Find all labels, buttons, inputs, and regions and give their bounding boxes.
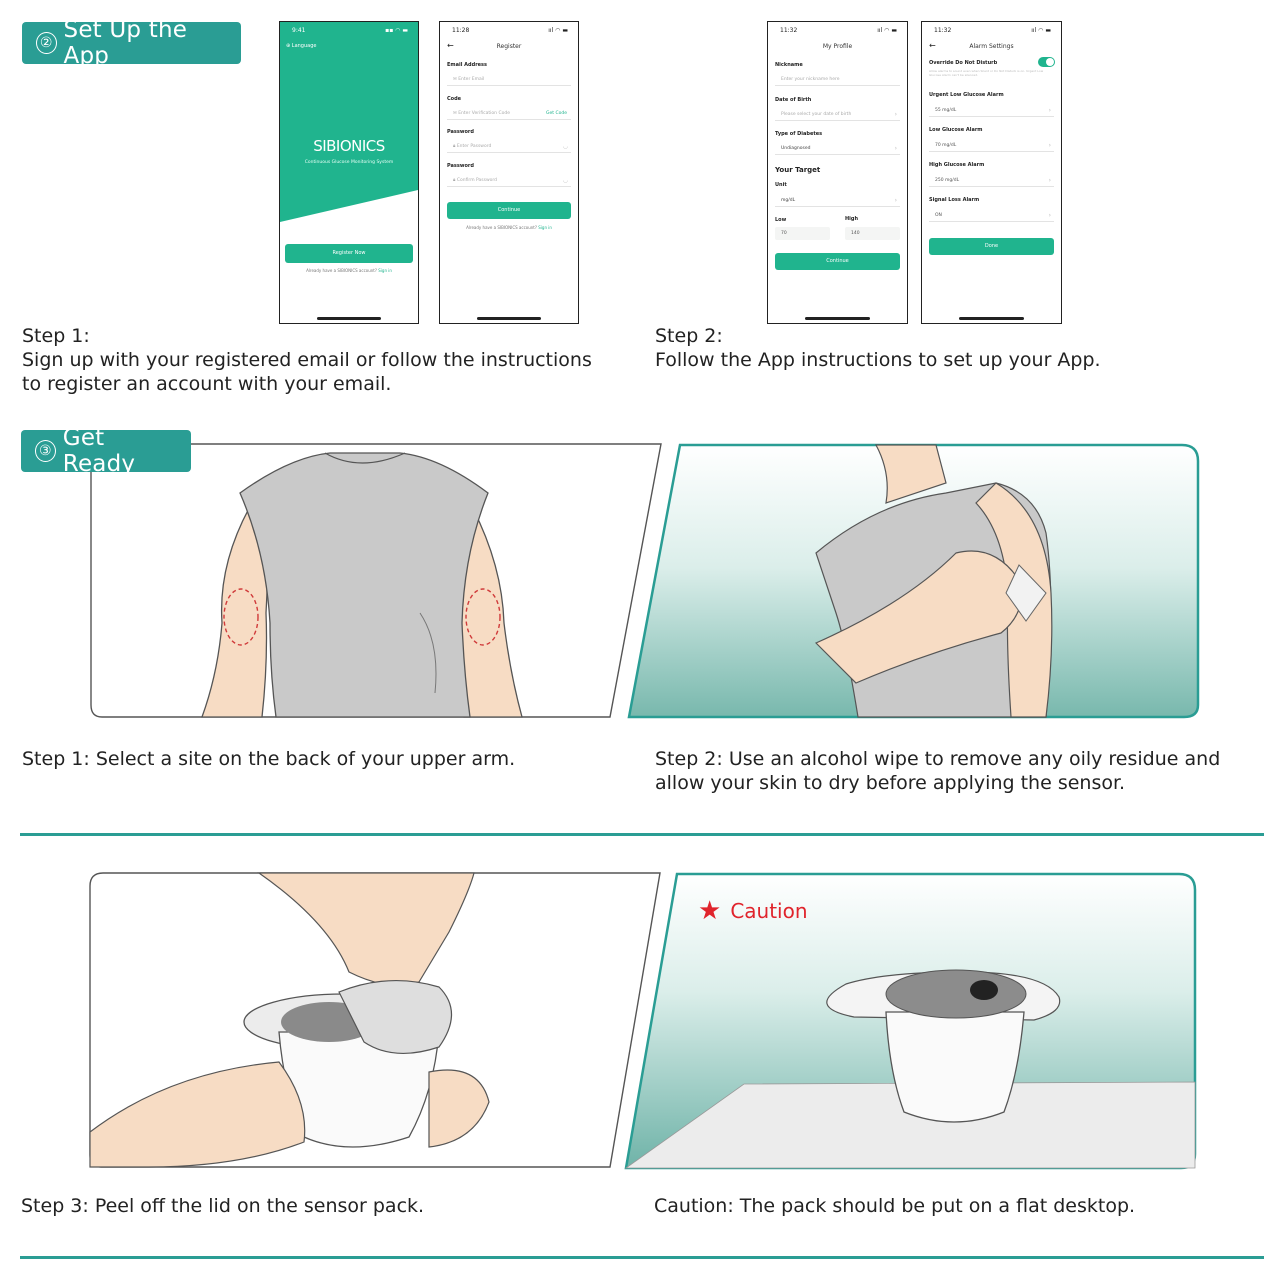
section-number: ② [36,32,57,54]
get-code-button[interactable]: Get Code [546,111,567,116]
getready-step3-text: Step 3: Peel off the lid on the sensor pack. [21,1195,425,1217]
high-glucose-field[interactable]: 250 mg/dL › [929,174,1054,187]
low-glucose-label: Low Glucose Alarm [929,127,983,133]
chevron-right-icon: › [894,145,897,152]
caution-text: Caution: The pack should be put on a flat desktop. [654,1195,1136,1217]
section-badge-get-ready [21,425,191,477]
register-now-button[interactable]: Register Now [285,244,413,263]
chevron-right-icon: › [1048,107,1051,114]
email-field[interactable]: ✉ Enter Email [447,73,571,86]
signin-prompt: Already have a SIBIONICS account? Sign in [466,225,552,230]
continue-button[interactable]: Continue [447,202,571,219]
high-glucose-label: High Glucose Alarm [929,162,985,168]
status-bar: 11:32 ııl ◠ ▬ [780,27,897,34]
signal-loss-label: Signal Loss Alarm [929,197,980,203]
confirm-password-field[interactable]: 🔒︎ Confirm Password ◡ [447,174,571,187]
status-bar: 11:28 ııl ◠ ▬ [452,27,568,34]
divider-rule-bottom [20,1256,1264,1259]
brand-tagline: Continuous Glucose Monitoring System [304,160,394,165]
caution-heading: ★ Caution [698,896,808,926]
urgent-low-field[interactable]: 55 mg/dL › [929,104,1054,117]
illustration-alcohol-wipe [626,443,1200,720]
illustration-peel-lid [89,872,662,1169]
illustration-arm-site [90,443,663,719]
dob-label: Date of Birth [775,97,812,103]
password-field[interactable]: 🔒︎ Enter Password ◡ [447,140,571,153]
chevron-right-icon: › [894,111,897,118]
getready-step2-text: Step 2: Use an alcohol wipe to remove any oily residue and allow your skin to dry before applying the sensor. [655,748,1221,794]
phone-profile-screen [767,21,908,324]
star-icon: ★ [698,896,722,926]
low-glucose-field[interactable]: 70 mg/dL › [929,139,1054,152]
low-label: Low [775,217,787,223]
chevron-right-icon: › [1048,177,1051,184]
unit-label: Unit [775,182,787,188]
override-dnd-label: Override Do Not Disturb [929,60,998,66]
email-label: Email Address [447,62,488,68]
signin-link[interactable]: Sign in [538,225,552,230]
nickname-label: Nickname [775,62,803,68]
signal-loss-field[interactable]: ON › [929,209,1054,222]
home-indicator [317,317,381,320]
code-label: Code [447,96,462,102]
lock-icon: 🔒︎ [453,178,456,183]
unit-field[interactable]: mg/dL › [775,194,900,207]
override-dnd-description: Allow alarms to sound even when Silent or Do Not Disturb is on. Urgent Low Glucose Alarm can't be silenced. [929,69,1044,77]
phone-alarm-screen [921,21,1062,324]
eye-icon[interactable]: ◡ [562,143,568,150]
eye-icon[interactable]: ◡ [562,177,568,184]
phone-register-screen [439,21,579,324]
target-heading: Your Target [775,166,821,174]
chevron-right-icon: › [1048,142,1051,149]
high-label: High [845,216,859,222]
mail-icon: ✉ [453,77,457,82]
code-icon: ✉ [453,111,457,116]
section-title: Get Ready [62,425,136,477]
home-indicator [805,317,870,320]
divider-rule [20,833,1264,836]
chevron-right-icon: › [894,197,897,204]
brand-logo: SIBIONICS [313,137,385,155]
diabetes-type-label: Type of Diabetes [775,131,823,137]
nickname-field[interactable]: Enter your nickname here [775,73,900,86]
dob-field[interactable]: Please select your date of birth › [775,108,900,121]
low-target-input[interactable]: 70 [775,227,830,240]
back-arrow-icon[interactable]: ← [447,41,454,50]
chevron-right-icon: › [1048,212,1051,219]
back-arrow-icon[interactable]: ← [929,41,936,50]
setup-step2-text: Step 2: Follow the App instructions to set up your App. [655,325,1101,371]
override-dnd-toggle[interactable] [1038,57,1055,67]
screen-title: Alarm Settings [969,43,1014,50]
home-indicator [959,317,1024,320]
welcome-green-header [280,22,418,222]
done-button[interactable]: Done [929,238,1054,255]
home-indicator [477,317,541,320]
setup-step1-text: Step 1: Sign up with your registered email or follow the instructions to register an account with your email. [22,325,592,395]
confirm-password-label: Password [447,163,474,169]
section-number: ③ [35,440,56,462]
urgent-low-label: Urgent Low Glucose Alarm [929,92,1004,98]
signin-link[interactable]: Sign in [378,268,392,273]
section-title: Set Up the App [63,17,188,69]
status-bar: 9:41 ▪▪ ◠ ▬ [292,27,408,34]
getready-step1-text: Step 1: Select a site on the back of your upper arm. [22,748,516,770]
phone-welcome-screen [279,21,419,324]
status-bar: 11:32 ııl ◠ ▬ [934,27,1051,34]
continue-button[interactable]: Continue [775,253,900,270]
password-label: Password [447,129,474,135]
language-selector[interactable]: ⊕ Language [286,43,317,49]
signin-prompt: Already have a SIBIONICS account? Sign in [306,268,392,273]
code-field[interactable]: ✉ Enter Verification Code Get Code [447,107,571,120]
diabetes-type-field[interactable]: Undiagnosed › [775,142,900,155]
screen-title: My Profile [822,43,853,50]
screen-title: Register [496,43,522,50]
high-target-input[interactable]: 140 [845,227,900,240]
section-badge-setup-app [22,17,241,69]
lock-icon: 🔒︎ [453,144,456,149]
